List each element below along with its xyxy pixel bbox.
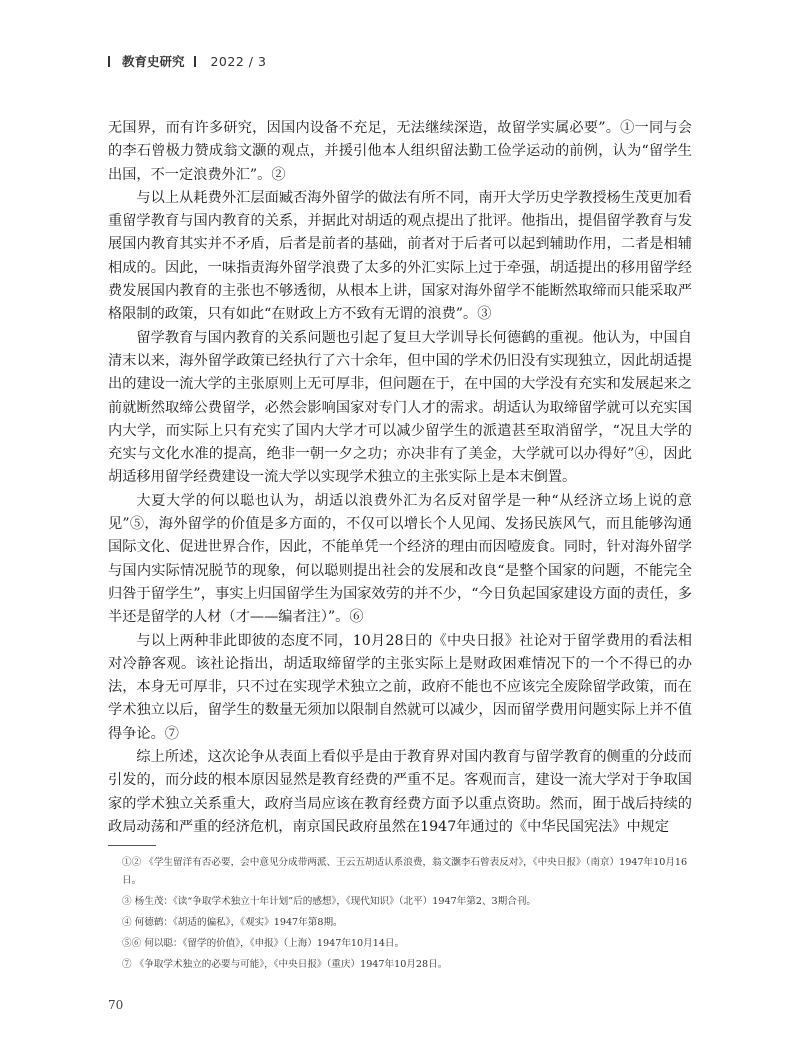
header-bar-left <box>108 56 110 67</box>
body-text <box>108 117 692 839</box>
journal-title: 教育史研究 <box>121 54 185 69</box>
footnote: ①② 《学生留洋有否必要，会中意见分成带两派、王云五胡适认系浪费，翁文灏李石曾表反对》，《中央日报》（南京）1947年10月16日。 <box>122 857 688 886</box>
footnote: ⑤⑥ 何以聪：《留学的价值》，《申报》（上海）1947年10月14日。 <box>122 938 405 949</box>
paragraph: 无国界，而有许多研究，因国内设备不充足，无法继续深造，故留学实属必要”。①一同与会的李石曾极力赞成翁文灏的观点，并援引他本人组织留法勤工俭学运动的前例，认为“留学生出国，不一定浪费外汇”。② <box>108 120 692 183</box>
paragraph: 综上所述，这次论争从表面上看似乎是由于教育界对国内教育与留学教育的侧重的分歧而引发的，而分歧的根本原因显然是教育经费的严重不足。客观而言，建设一流大学对于争取国家的学术独立关系重大，政府当局应该在教育经费方面予以重点资助。然而，囿于战后持续的政局动荡和严重的经济危机，南京国民政府虽然在1947年通过的《中华民国宪法》中规定 <box>108 749 692 835</box>
footnotes <box>108 854 692 977</box>
header-bar-right <box>194 56 196 67</box>
paragraph: 留学教育与国内教育的关系问题也引起了复旦大学训导长何德鹤的重视。他认为，中国自清末以来，海外留学政策已经执行了六十余年，但中国的学术仍旧没有实现独立，因此胡适提出的建设一流大学的主张原则上无可厚非，但问题在于，在中国的大学没有充实和发展起来之前就断然取缔公费留学，必然会影响国家对专门人才的需求。胡适认为取缔留学就可以充实国内大学，而实际上只有充实了国内大学才可以减少留学生的派遣甚至取消留学，“况且大学的充实与文化水准的提高，绝非一朝一夕之功；亦决非有了美金，大学就可以办得好”④，因此胡适移用留学经费建设一流大学以实现学术独立的主张实际上是本末倒置。 <box>108 329 692 486</box>
paragraph: 与以上两种非此即彼的态度不同，10月28日的《中央日报》社论对于留学费用的看法相对冷静客观。该社论指出，胡适取缔留学的主张实际上是财政困难情况下的一个不得已的办法，本身无可厚非，只不过在实现学术独立之前，政府不能也不应该完全废除留学政策，而在学术独立以后，留学生的数量无须加以限制自然就可以减少，因而留学费用问题实际上并不值得争论。⑦ <box>108 632 692 742</box>
footnote: ⑦ 《争取学术独立的必要与可能》，《中央日报》（重庆）1947年10月28日。 <box>122 959 448 970</box>
footnote-divider <box>108 845 156 846</box>
page-number: 70 <box>108 998 124 1012</box>
footnote: ④ 何德鹤：《胡适的偏私》，《观实》1947年第8期。 <box>122 917 343 928</box>
footnote: ③ 杨生茂：《读“争取学术独立十年计划”后的感想》，《现代知识》（北平）1947年第2、3期合刊。 <box>122 896 537 907</box>
paragraph: 大夏大学的何以聪也认为，胡适以浪费外汇为名反对留学是一种“从经济立场上说的意见”⑤，海外留学的价值是多方面的，不仅可以增长个人见闻、发扬民族风气，而且能够沟通国际文化、促进世界合作，因此，不能单凭一个经济的理由而因噎废食。同时，针对海外留学与国内实际情况脱节的现象，何以聪则提出社会的发展和改良“是整个国家的问题，不能完全归咎于留学生”，事实上归国留学生为国家效劳的并不少，“今日负起国家建设方面的责任，多半还是留学的人材（才——编者注）”。⑥ <box>108 492 692 626</box>
running-header <box>108 52 266 70</box>
paragraph: 与以上从耗费外汇层面臧否海外留学的做法有所不同，南开大学历史学教授杨生茂更加看重留学教育与国内教育的关系，并据此对胡适的观点提出了批评。他指出，提倡留学教育与发展国内教育其实并不矛盾，后者是前者的基础，前者对于后者可以起到辅助作用，二者是相辅相成的。因此，一味指责海外留学浪费了太多的外汇实际上过于牵强，胡适提出的移用留学经费发展国内教育的主张也不够透彻，从根本上讲，国家对海外留学不能断然取缔而只能采取严格限制的政策，只有如此“在财政上方不致有无谓的浪费”。③ <box>108 189 692 323</box>
issue-number: 2022 / 3 <box>210 54 267 69</box>
